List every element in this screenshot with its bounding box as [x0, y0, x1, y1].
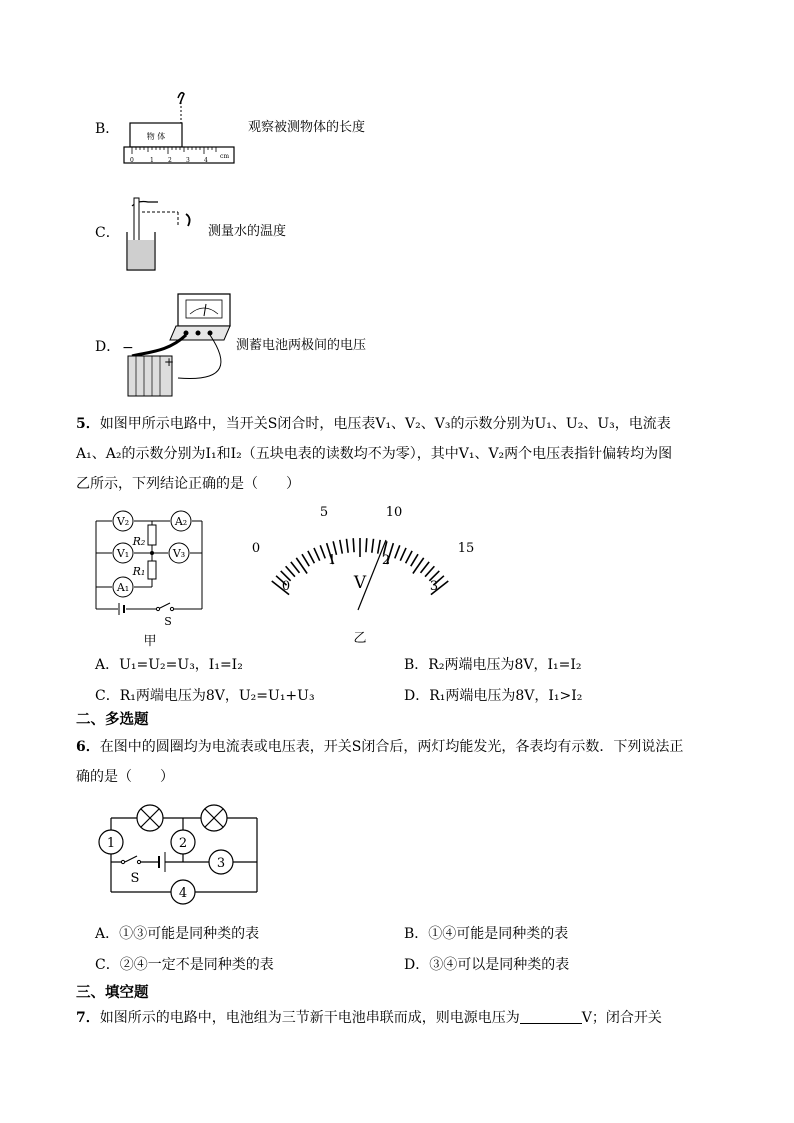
dial-tick	[320, 545, 325, 558]
svg-text:0: 0	[281, 579, 291, 594]
eye-icon	[186, 214, 190, 226]
q5-option-b: B．R₂两端电压为8V，I₁=I₂	[404, 657, 582, 673]
circuit-jia	[88, 503, 213, 648]
ruler-diagram	[122, 86, 238, 170]
section-2-title: 二、多选题	[76, 711, 149, 728]
q5-option-a: A．U₁=U₂=U₃，I₁=I₂	[95, 657, 243, 673]
svg-text:1: 1	[327, 553, 337, 568]
q6-option-a: A．①③可能是同种类的表	[95, 926, 260, 942]
q6-stem	[76, 732, 716, 792]
svg-text:2: 2	[168, 157, 172, 164]
plus-sign: +	[164, 355, 175, 369]
svg-text:4: 4	[178, 886, 188, 901]
dial-tick	[302, 554, 309, 566]
svg-text:A₁: A₁	[116, 581, 130, 594]
dial-tick	[308, 551, 315, 563]
dial-tick	[286, 566, 295, 576]
svg-text:R₂: R₂	[132, 535, 146, 548]
caption-jia: 甲	[143, 634, 157, 648]
voltmeter-dial-yi	[240, 500, 485, 650]
thermometer-diagram	[122, 190, 204, 272]
q7-answer-blank[interactable]	[520, 1008, 582, 1024]
q6-option-d: D．③④可以是同种类的表	[404, 957, 570, 973]
q5-line2: A₁、A₂的示数分别为I₁和I₂（五块电表的读数均不为零），其中V₁、V₂两个电压表指针偏转均为图	[76, 446, 673, 462]
dial-tick	[372, 539, 374, 553]
svg-text:3: 3	[216, 856, 226, 871]
q6-option-c: C．②④一定不是同种类的表	[95, 957, 274, 973]
q5-number: 5．	[76, 416, 100, 432]
svg-text:S: S	[130, 871, 140, 886]
svg-text:V₁: V₁	[116, 547, 130, 560]
section-3-title: 三、填空题	[76, 984, 149, 1001]
svg-text:2: 2	[178, 836, 188, 851]
dial-tick	[425, 566, 434, 576]
dial-tick	[378, 540, 381, 554]
svg-text:A₂: A₂	[174, 515, 188, 528]
dial-unit: V	[353, 573, 367, 593]
q5-stem	[76, 409, 716, 499]
q7-stem	[76, 1008, 662, 1028]
dial-tick	[411, 554, 418, 566]
resistor-r2	[148, 525, 156, 545]
caption-yi: 乙	[353, 631, 367, 646]
svg-text:15: 15	[457, 541, 475, 556]
dial-tick	[421, 562, 430, 573]
option-c-letter: C．	[95, 225, 120, 241]
dial-tick	[366, 538, 367, 552]
q5-option-d: D．R₁两端电压为8V，I₁>I₂	[404, 688, 583, 704]
svg-text:4: 4	[204, 157, 208, 164]
q7-number: 7．	[76, 1010, 100, 1026]
svg-text:1: 1	[106, 836, 116, 851]
svg-text:0: 0	[251, 541, 261, 556]
svg-text:1: 1	[150, 157, 154, 164]
option-d-text: 测蓄电池两极间的电压	[236, 338, 367, 353]
svg-text:3: 3	[429, 579, 439, 594]
option-b-letter: B．	[95, 121, 120, 137]
svg-text:V₃: V₃	[172, 547, 186, 560]
dial-tick	[353, 538, 354, 552]
dial-tick	[340, 540, 343, 554]
option-d-letter: D．	[95, 339, 121, 355]
q7-text-before: 如图所示的电路中，电池组为三节新干电池串联而成，则电源电压为	[99, 1010, 520, 1026]
q7-text-after: V；闭合开关	[581, 1010, 662, 1026]
q5-line3: 乙所示，下列结论正确的是（ ）	[76, 476, 300, 492]
dial-tick	[395, 545, 400, 558]
voltmeter-battery-diagram	[118, 292, 238, 400]
dial-tick	[314, 548, 320, 561]
dial-tick	[406, 551, 413, 563]
q6-number: 6．	[76, 739, 100, 755]
resistor-r1	[148, 561, 156, 579]
dial-tick	[291, 562, 300, 573]
ruler	[124, 147, 234, 163]
svg-text:S: S	[164, 615, 172, 628]
q6-option-b: B．①④可能是同种类的表	[404, 926, 569, 942]
svg-text:0: 0	[130, 157, 134, 164]
q6-line1: 在图中的圆圈均为电流表或电压表，开关S闭合后，两灯均能发光，各表均有示数．下列说法正	[99, 739, 684, 755]
dial-tick	[400, 548, 406, 561]
svg-text:V₂: V₂	[116, 515, 130, 528]
option-c-text: 测量水的温度	[208, 224, 287, 239]
svg-text:2: 2	[381, 553, 391, 568]
svg-text:10: 10	[385, 505, 403, 520]
ruler-unit: cm	[220, 153, 230, 160]
svg-text:3: 3	[186, 157, 190, 164]
svg-text:R₁: R₁	[132, 565, 146, 578]
svg-text:5: 5	[319, 505, 329, 520]
circuit-q6	[93, 800, 263, 910]
minus-sign: −	[122, 340, 134, 356]
dial-tick	[346, 539, 348, 553]
option-b-text: 观察被测物体的长度	[248, 120, 366, 135]
q5-line1: 如图甲所示电路中，当开关S闭合时，电压表V₁、V₂、V₃的示数分别为U₁、U₂、U₃，电流表	[99, 416, 671, 432]
q6-line2: 确的是（ ）	[76, 769, 174, 785]
object-label: 物 体	[146, 132, 166, 141]
q5-option-c: C．R₁两端电压为8V，U₂=U₁+U₃	[95, 688, 315, 704]
